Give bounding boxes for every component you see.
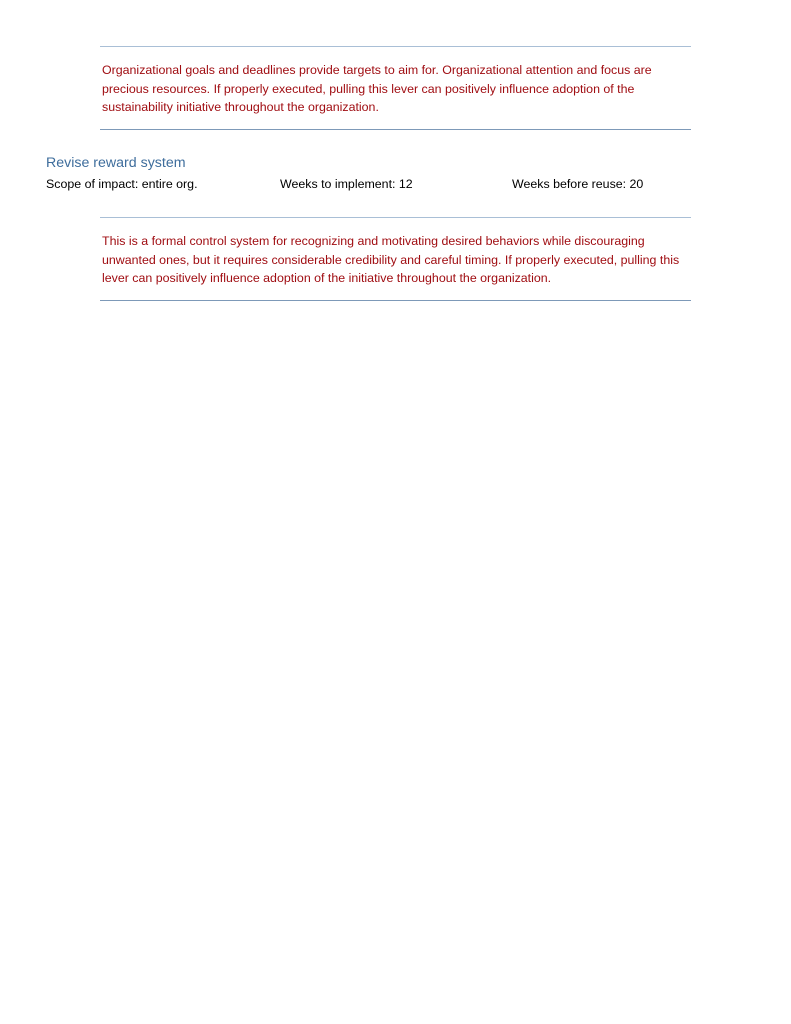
lever-meta-row	[0, 175, 791, 193]
lever-title: Revise reward system	[46, 155, 186, 171]
lever-description-box	[100, 46, 691, 130]
weeks-to-implement: Weeks to implement: 12	[280, 177, 413, 191]
lever-description: This is a formal control system for recognizing and motivating desired behaviors while discouraging unwanted ones, but it requires considerable credibility and careful timing. If properly executed, pulling this lever can positively influence adoption of the initiative throughout the organization.	[102, 234, 680, 286]
weeks-before-reuse: Weeks before reuse: 20	[512, 177, 644, 191]
scope-of-impact: Scope of impact: entire org.	[46, 177, 198, 191]
lever-description: Organizational goals and deadlines provide targets to aim for. Organizational attention and focus are precious resources. If properly executed, pulling this lever can positively influence adoption of the sustainability initiative throughout the organization.	[102, 63, 652, 115]
lever-description-box	[100, 217, 691, 301]
